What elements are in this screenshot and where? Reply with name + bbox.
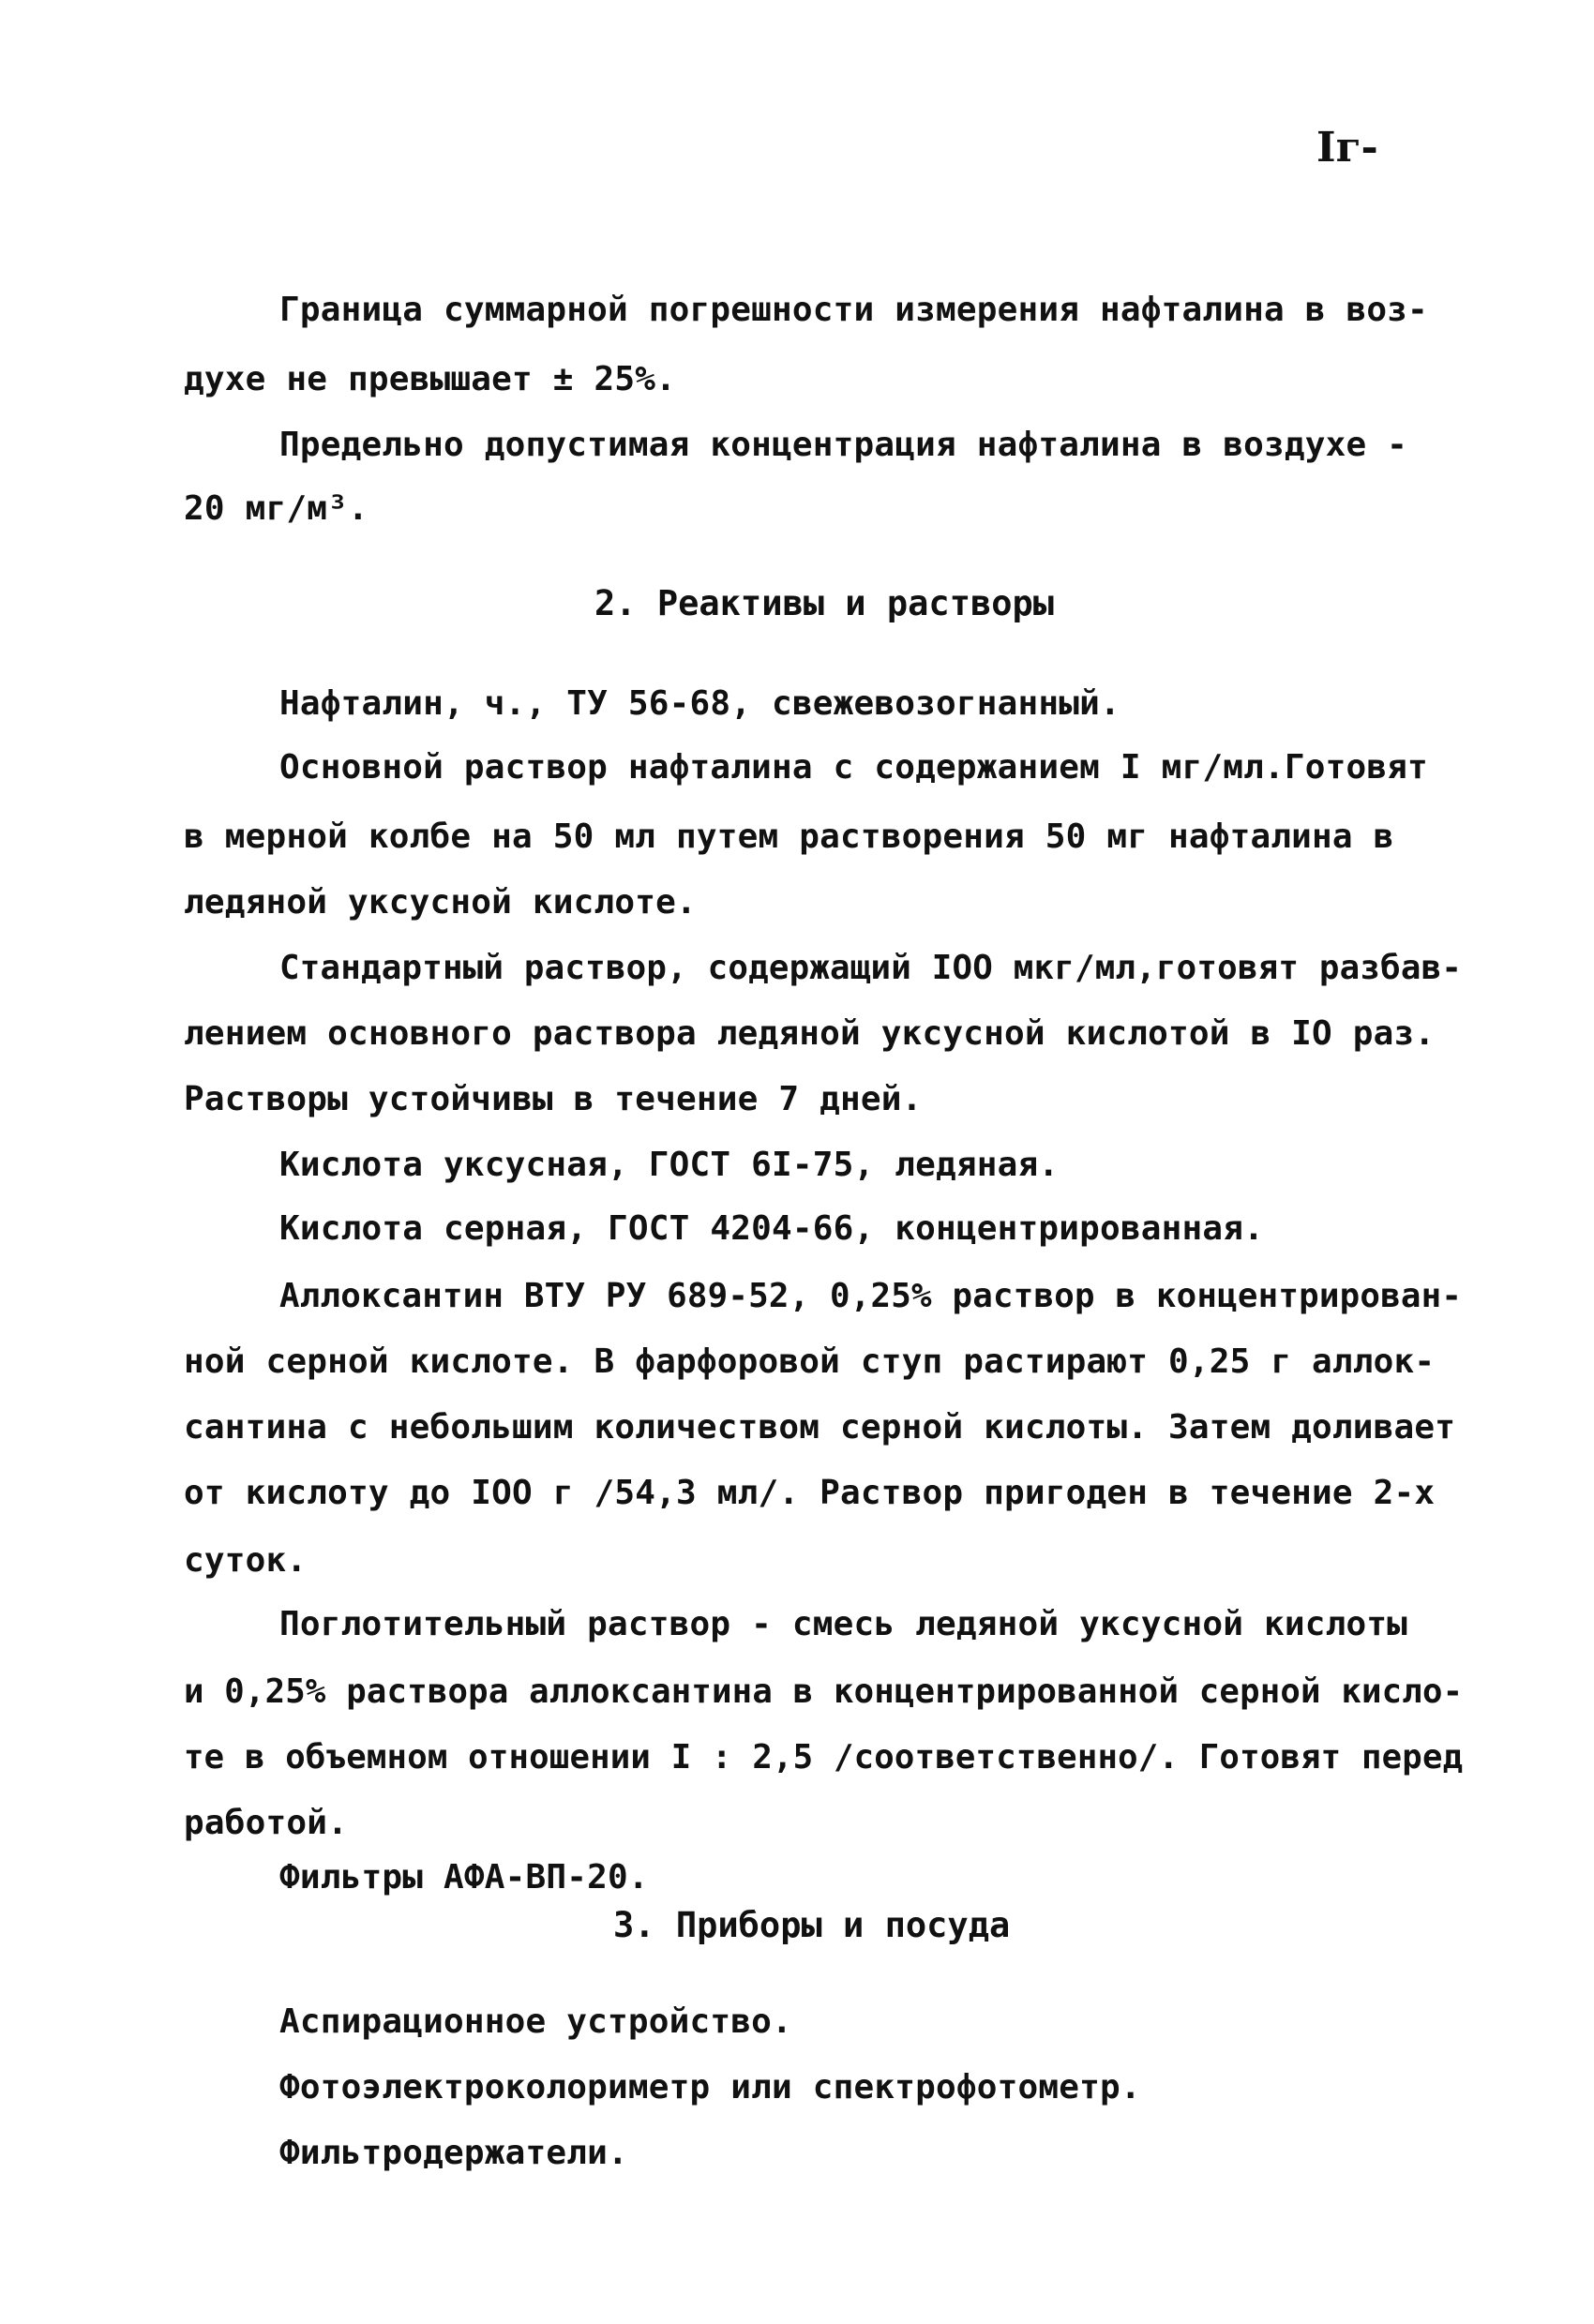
text-line: лением основного раствора ледяной уксусной кислотой в IO раз. (184, 1014, 1436, 1053)
text-line: в мерной колбе на 50 мл путем растворения 50 мг нафталина в (184, 817, 1394, 856)
text-line: 20 мг/м³. (184, 489, 368, 528)
text-line: работой. (184, 1804, 348, 1842)
text-line: Аллоксантин ВТУ РУ 689-52, 0,25% раствор в концентрирован- (279, 1277, 1463, 1315)
text-line: те в объемном отношении I : 2,5 /соответственно/. Готовят перед (184, 1738, 1464, 1777)
text-line: и 0,25% раствора аллоксантина в концентрированной серной кисло- (184, 1672, 1464, 1711)
text-line: ледяной уксусной кислоте. (184, 883, 697, 922)
text-line: Граница суммарной погрешности измерения нафталина в воз- (279, 291, 1428, 329)
text-line: Кислота серная, ГОСТ 4204-66, концентрированная. (279, 1209, 1264, 1248)
text-line: суток. (184, 1541, 308, 1580)
text-line: Фильтродержатели. (279, 2134, 628, 2172)
text-line: Аспирационное устройство. (279, 2002, 792, 2041)
page-number: Iг- (1316, 124, 1378, 172)
section-heading: 3. Приборы и посуда (613, 1905, 1011, 1945)
text-line: Предельно допустимая концентрация нафталина в воздухе - (279, 426, 1408, 464)
text-line: от кислоту до IOO г /54,3 мл/. Раствор пригоден в течение 2-х (184, 1474, 1436, 1512)
text-line: Поглотительный раствор - смесь ледяной уксусной кислоты (279, 1605, 1408, 1643)
text-line: сантина с небольшим количеством серной кислоты. Затем доливает (184, 1408, 1456, 1447)
text-line: Кислота уксусная, ГОСТ 6I-75, ледяная. (279, 1146, 1060, 1184)
text-line: Стандартный раствор, содержащий IOO мкг/мл,готовят разбав- (279, 949, 1463, 987)
text-line: Фильтры АФА-ВП-20. (279, 1858, 649, 1897)
section-heading: 2. Реактивы и растворы (594, 583, 1055, 623)
text-line: Нафталин, ч., ТУ 56-68, свежевозогнанный. (279, 684, 1120, 723)
text-line: Основной раствор нафталина с содержанием I мг/мл.Готовят (279, 748, 1428, 787)
text-line: Растворы устойчивы в течение 7 дней. (184, 1080, 923, 1118)
text-line: Фотоэлектроколориметр или спектрофотометр. (279, 2068, 1141, 2107)
text-line: духе не превышает ± 25%. (184, 360, 676, 398)
text-line: ной серной кислоте. В фарфоровой ступ растирают 0,25 г аллок- (184, 1342, 1436, 1381)
